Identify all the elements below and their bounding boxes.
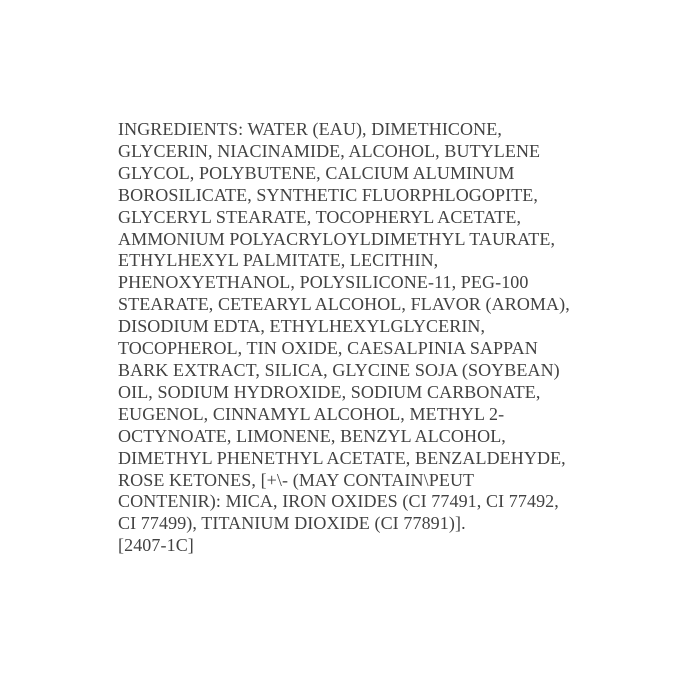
ingredients-line: INGREDIENTS: WATER (EAU), DIMETHICONE, xyxy=(118,119,502,139)
ingredients-line: EUGENOL, CINNAMYL ALCOHOL, METHYL 2- xyxy=(118,403,505,424)
ingredients-line: TOCOPHEROL, TIN OXIDE, CAESALPINIA SAPPAN xyxy=(118,338,538,359)
ingredients-line: ETHYLHEXYL PALMITATE, LECITHIN, xyxy=(118,250,439,271)
ingredients-text-block xyxy=(118,119,570,557)
ingredients-line: CI 77499), TITANIUM DIOXIDE (CI 77891)]. xyxy=(118,513,466,534)
ingredients-line: CONTENIR): MICA, IRON OXIDES (CI 77491, CI 77492, xyxy=(118,491,559,512)
ingredients-line: OCTYNOATE, LIMONENE, BENZYL ALCOHOL, xyxy=(118,425,506,446)
ingredients-line: PHENOXYETHANOL, POLYSILICONE-11, PEG-100 xyxy=(118,272,529,293)
ingredients-line: GLYCERYL STEARATE, TOCOPHERYL ACETATE, xyxy=(118,206,522,227)
ingredients-line: BOROSILICATE, SYNTHETIC FLUORPHLOGOPITE, xyxy=(118,184,539,205)
ingredients-line: [2407-1C] xyxy=(118,535,194,556)
ingredients-line: DIMETHYL PHENETHYL ACETATE, BENZALDEHYDE, xyxy=(118,447,566,468)
ingredients-line: GLYCERIN, NIACINAMIDE, ALCOHOL, BUTYLENE xyxy=(118,140,541,161)
ingredients-line: DISODIUM EDTA, ETHYLHEXYLGLYCERIN, xyxy=(118,316,486,337)
ingredients-line: BARK EXTRACT, SILICA, GLYCINE SOJA (SOYBEAN) xyxy=(118,359,560,380)
ingredients-line: ROSE KETONES, [+\- (MAY CONTAIN\PEUT xyxy=(118,469,475,490)
ingredients-line: AMMONIUM POLYACRYLOYLDIMETHYL TAURATE, xyxy=(118,228,556,249)
ingredients-line: STEARATE, CETEARYL ALCOHOL, FLAVOR (AROMA), xyxy=(118,294,570,315)
ingredients-line: OIL, SODIUM HYDROXIDE, SODIUM CARBONATE, xyxy=(118,381,541,402)
ingredients-line: GLYCOL, POLYBUTENE, CALCIUM ALUMINUM xyxy=(118,162,515,183)
